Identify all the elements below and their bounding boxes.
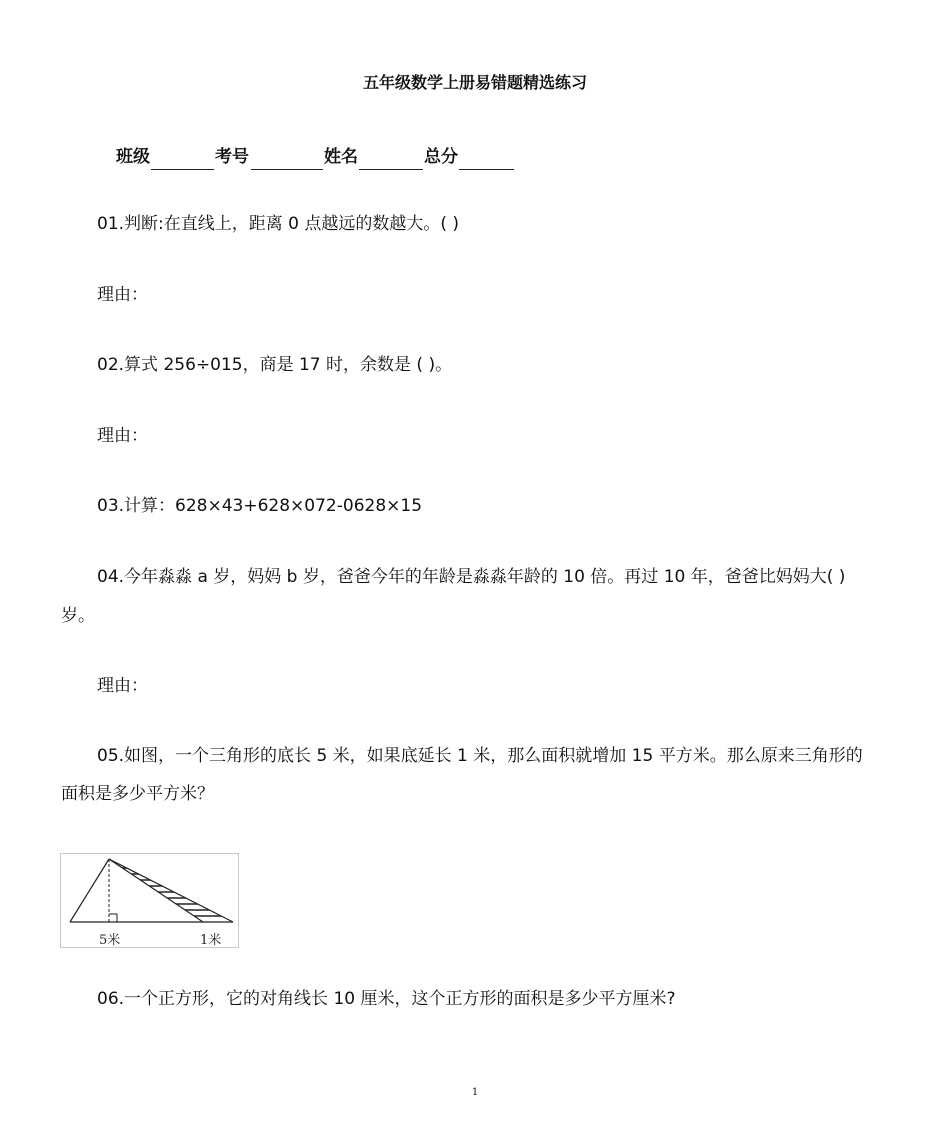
extension-length-label: 1米 bbox=[200, 933, 222, 948]
page-number: 1 bbox=[471, 1087, 479, 1098]
exam-no-label: 考号 bbox=[215, 147, 249, 167]
student-info-row bbox=[0, 142, 950, 172]
page-title: 五年级数学上册易错题精选练习 bbox=[362, 73, 587, 92]
score-label: 总分 bbox=[424, 147, 458, 167]
question-01-reason: 理由： bbox=[97, 285, 148, 305]
base-length-label: 5米 bbox=[99, 933, 121, 948]
question-06: 06.一个正方形，它的对角线长 10 厘米，这个正方形的面积是多少平方厘米? bbox=[97, 989, 676, 1009]
left-side bbox=[70, 859, 109, 922]
score-blank[interactable] bbox=[459, 169, 514, 170]
question-05-line-1: 05.如图，一个三角形的底长 5 米，如果底延长 1 米，那么面积就增加 15 平方米。那么原来三角形的 bbox=[97, 746, 863, 766]
question-04-reason: 理由： bbox=[97, 676, 148, 696]
name-blank[interactable] bbox=[359, 169, 423, 170]
original-right-side bbox=[109, 859, 203, 922]
extended-right-side bbox=[109, 859, 233, 922]
question-04-line-1: 04.今年淼淼 a 岁，妈妈 b 岁，爸爸今年的年龄是淼淼年龄的 10 倍。再过 10 年，爸爸比妈妈大( ) bbox=[97, 567, 846, 587]
right-angle-mark bbox=[109, 914, 117, 922]
question-02: 02.算式 256÷015，商是 17 时，余数是 ( )。 bbox=[97, 355, 453, 375]
question-02-reason: 理由： bbox=[97, 426, 148, 446]
exam-no-blank[interactable] bbox=[251, 169, 323, 170]
question-05-line-2: 面积是多少平方米？ bbox=[61, 784, 214, 804]
question-03: 03.计算：628×43+628×072-0628×15 bbox=[97, 496, 423, 516]
question-04-line-2: 岁。 bbox=[61, 606, 95, 626]
triangle-figure bbox=[60, 853, 239, 948]
class-blank[interactable] bbox=[151, 169, 214, 170]
shaded-region bbox=[101, 862, 240, 916]
name-label: 姓名 bbox=[324, 147, 358, 167]
class-label: 班级 bbox=[116, 147, 150, 167]
question-01: 01.判断:在直线上，距离 0 点越远的数越大。( ) bbox=[97, 214, 460, 234]
